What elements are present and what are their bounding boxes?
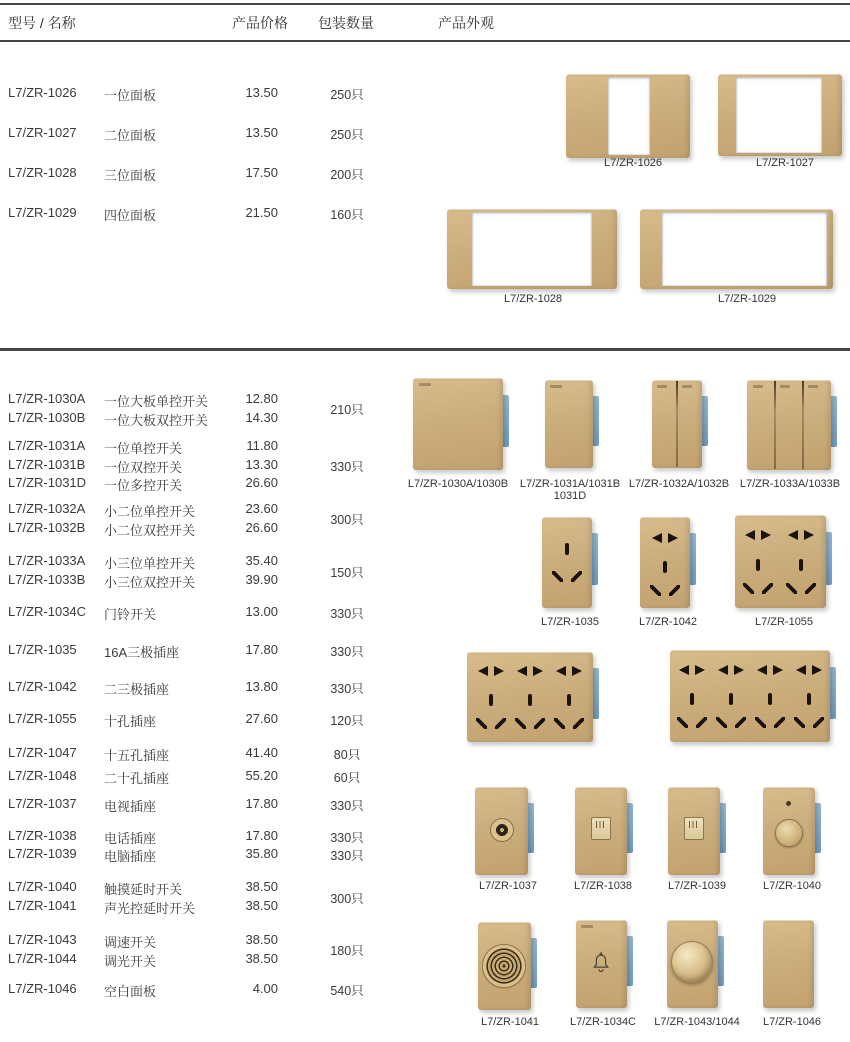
panel-face bbox=[735, 515, 826, 608]
image-caption: L7/ZR-1031A/1031B bbox=[519, 478, 621, 490]
product-name: 一位单控开关 bbox=[104, 441, 183, 456]
product-price: 12.80 bbox=[245, 391, 278, 406]
touch-button bbox=[775, 819, 803, 847]
product-model: L7/ZR-1031D bbox=[8, 475, 87, 490]
product-image-1039 bbox=[668, 787, 720, 875]
product-name: 16A三极插座 bbox=[104, 645, 180, 660]
product-name: 十五孔插座 bbox=[104, 748, 170, 763]
product-qty: 250只 bbox=[330, 128, 364, 142]
image-caption: L7/ZR-1033A/1033B bbox=[739, 478, 841, 490]
socket-3pin bbox=[755, 693, 785, 733]
product-image-1028 bbox=[447, 209, 617, 289]
brand-mark bbox=[753, 385, 763, 388]
panel-face bbox=[718, 74, 842, 156]
image-caption: L7/ZR-1040 bbox=[762, 880, 822, 892]
socket-2pin bbox=[679, 665, 705, 675]
socket-3pin bbox=[677, 693, 707, 733]
product-model: L7/ZR-1039 bbox=[8, 846, 77, 861]
product-price: 13.50 bbox=[245, 85, 278, 100]
product-model: L7/ZR-1042 bbox=[8, 679, 77, 694]
product-name: 门铃开关 bbox=[104, 607, 157, 622]
rocker-seam bbox=[802, 381, 804, 469]
product-qty: 200只 bbox=[330, 168, 364, 182]
panel-face bbox=[667, 920, 718, 1008]
image-caption: L7/ZR-1030A/1030B bbox=[407, 478, 509, 490]
package-qty: 150只 bbox=[330, 566, 364, 580]
product-qty: 160只 bbox=[330, 208, 364, 222]
product-image-1055 bbox=[735, 515, 826, 608]
panel-window bbox=[472, 212, 592, 286]
product-model: L7/ZR-1047 bbox=[8, 745, 77, 760]
package-qty: 330只 bbox=[330, 607, 364, 621]
col-header-qty: 包装数量 bbox=[318, 15, 374, 31]
indicator-led bbox=[786, 801, 791, 806]
product-name: 电视插座 bbox=[104, 799, 157, 814]
dimmer-knob bbox=[671, 941, 713, 983]
rj-jack bbox=[591, 817, 611, 840]
package-qty: 120只 bbox=[330, 714, 364, 728]
image-caption: L7/ZR-1038 bbox=[573, 880, 633, 892]
image-caption: L7/ZR-1032A/1032B bbox=[628, 478, 730, 490]
package-qty: 330只 bbox=[330, 645, 364, 659]
product-model: L7/ZR-1040 bbox=[8, 879, 77, 894]
product-row bbox=[0, 438, 410, 455]
package-qty: 180只 bbox=[330, 944, 364, 958]
product-name: 电脑插座 bbox=[104, 849, 157, 864]
product-name: 一位大板单控开关 bbox=[104, 394, 209, 409]
product-name: 声光控延时开关 bbox=[104, 901, 196, 916]
socket-3pin bbox=[716, 693, 746, 733]
product-name: 小三位单控开关 bbox=[104, 556, 196, 571]
product-image-1043 bbox=[667, 920, 718, 1008]
image-caption: L7/ZR-1055 bbox=[754, 616, 814, 628]
panel-face bbox=[652, 380, 702, 468]
panel-face bbox=[670, 650, 830, 742]
image-caption: L7/ZR-1035 bbox=[540, 616, 600, 628]
product-model: L7/ZR-1055 bbox=[8, 711, 77, 726]
image-caption: L7/ZR-1034C bbox=[569, 1016, 637, 1028]
product-name: 二三极插座 bbox=[104, 682, 170, 697]
product-image-1035 bbox=[542, 517, 592, 608]
product-model: L7/ZR-1031B bbox=[8, 457, 86, 472]
product-price: 26.60 bbox=[245, 475, 278, 490]
package-qty: 300只 bbox=[330, 892, 364, 906]
socket-2pin bbox=[745, 530, 771, 540]
brand-mark bbox=[657, 385, 667, 388]
product-name: 二十孔插座 bbox=[104, 771, 170, 786]
panel-window bbox=[662, 212, 827, 286]
product-price: 55.20 bbox=[245, 768, 278, 783]
product-image-1048 bbox=[670, 650, 830, 742]
panel-face bbox=[478, 922, 531, 1010]
socket-2pin bbox=[556, 666, 582, 676]
product-model: L7/ZR-1044 bbox=[8, 951, 77, 966]
panel-face bbox=[747, 380, 831, 470]
brand-mark bbox=[682, 385, 692, 388]
package-qty: 60只 bbox=[333, 771, 361, 785]
image-caption: L7/ZR-1028 bbox=[503, 293, 563, 305]
product-price: 17.80 bbox=[245, 796, 278, 811]
product-name: 三位面板 bbox=[104, 168, 157, 183]
product-name: 小二位双控开关 bbox=[104, 523, 196, 538]
col-header-price: 产品价格 bbox=[232, 15, 288, 31]
panel-face bbox=[668, 787, 720, 875]
product-image-1041 bbox=[478, 922, 531, 1010]
product-price: 13.80 bbox=[245, 679, 278, 694]
product-name: 一位面板 bbox=[104, 88, 157, 103]
product-price: 27.60 bbox=[245, 711, 278, 726]
socket-3pin bbox=[743, 559, 773, 599]
socket-2pin bbox=[478, 666, 504, 676]
product-name: 触摸延时开关 bbox=[104, 882, 183, 897]
panel-face bbox=[542, 517, 592, 608]
product-name: 二位面板 bbox=[104, 128, 157, 143]
product-model: L7/ZR-1043 bbox=[8, 932, 77, 947]
product-model: L7/ZR-1033A bbox=[8, 553, 86, 568]
product-name: 一位双控开关 bbox=[104, 460, 183, 475]
product-image-1033 bbox=[747, 380, 831, 470]
product-name: 调光开关 bbox=[104, 954, 157, 969]
section-divider bbox=[0, 348, 850, 351]
brand-mark bbox=[780, 385, 790, 388]
product-model: L7/ZR-1038 bbox=[8, 828, 77, 843]
panel-face bbox=[545, 380, 593, 468]
product-name: 一位大板双控开关 bbox=[104, 413, 209, 428]
image-caption: L7/ZR-1027 bbox=[755, 157, 815, 169]
socket-2pin bbox=[517, 666, 543, 676]
product-name: 调速开关 bbox=[104, 935, 157, 950]
image-caption: L7/ZR-1026 bbox=[603, 157, 663, 169]
panel-face bbox=[640, 517, 690, 608]
product-image-1026 bbox=[566, 74, 690, 158]
panel-face bbox=[566, 74, 690, 158]
product-image-1046 bbox=[763, 920, 814, 1008]
product-row bbox=[0, 205, 410, 222]
product-model: L7/ZR-1028 bbox=[8, 165, 77, 180]
brand-mark bbox=[419, 383, 431, 386]
product-model: L7/ZR-1031A bbox=[8, 438, 86, 453]
package-qty: 330只 bbox=[330, 682, 364, 696]
socket-2pin bbox=[788, 530, 814, 540]
product-model: L7/ZR-1048 bbox=[8, 768, 77, 783]
panel-window bbox=[608, 77, 650, 155]
product-row bbox=[0, 475, 410, 492]
header-rule bbox=[0, 40, 850, 42]
product-image-1047 bbox=[467, 652, 593, 742]
product-price: 38.50 bbox=[245, 898, 278, 913]
product-model: L7/ZR-1030A bbox=[8, 391, 86, 406]
product-model: L7/ZR-1029 bbox=[8, 205, 77, 220]
product-price: 17.80 bbox=[245, 828, 278, 843]
product-name: 一位多控开关 bbox=[104, 478, 183, 493]
panel-face bbox=[413, 378, 503, 470]
product-price: 39.90 bbox=[245, 572, 278, 587]
brand-mark bbox=[581, 925, 593, 928]
product-price: 4.00 bbox=[252, 981, 278, 996]
product-image-1042 bbox=[640, 517, 690, 608]
panel-face bbox=[640, 209, 833, 289]
socket-3pin bbox=[786, 559, 816, 599]
product-price: 23.60 bbox=[245, 501, 278, 516]
image-caption: 1031D bbox=[553, 490, 587, 502]
product-name: 十孔插座 bbox=[104, 714, 157, 729]
product-model: L7/ZR-1032B bbox=[8, 520, 86, 535]
product-model: L7/ZR-1041 bbox=[8, 898, 77, 913]
product-price: 14.30 bbox=[245, 410, 278, 425]
product-model: L7/ZR-1027 bbox=[8, 125, 77, 140]
socket-2pin bbox=[718, 665, 744, 675]
image-caption: L7/ZR-1046 bbox=[762, 1016, 822, 1028]
socket-3pin bbox=[794, 693, 824, 733]
package-qty: 330只 bbox=[330, 460, 364, 474]
rocker-seam bbox=[676, 381, 678, 467]
image-caption: L7/ZR-1037 bbox=[478, 880, 538, 892]
socket-2pin bbox=[796, 665, 822, 675]
socket-3pin bbox=[650, 561, 680, 601]
product-model: L7/ZR-1046 bbox=[8, 981, 77, 996]
product-price: 35.40 bbox=[245, 553, 278, 568]
product-price: 35.80 bbox=[245, 846, 278, 861]
col-header-look: 产品外观 bbox=[438, 15, 494, 31]
product-image-1027 bbox=[718, 74, 842, 156]
socket-3pin bbox=[552, 543, 582, 587]
product-model: L7/ZR-1030B bbox=[8, 410, 86, 425]
product-image-1034C bbox=[576, 920, 627, 1008]
brand-mark bbox=[550, 385, 562, 388]
product-price: 13.50 bbox=[245, 125, 278, 140]
product-name: 四位面板 bbox=[104, 208, 157, 223]
product-image-1029 bbox=[640, 209, 833, 289]
product-price: 38.50 bbox=[245, 879, 278, 894]
image-caption: L7/ZR-1043/1044 bbox=[654, 1016, 740, 1028]
product-image-1032 bbox=[652, 380, 702, 468]
top-rule bbox=[0, 3, 850, 5]
product-image-1040 bbox=[763, 787, 815, 875]
socket-2pin bbox=[757, 665, 783, 675]
product-qty: 250只 bbox=[330, 88, 364, 102]
product-price: 41.40 bbox=[245, 745, 278, 760]
image-caption: L7/ZR-1029 bbox=[717, 293, 777, 305]
socket-2pin bbox=[652, 533, 678, 543]
product-model: L7/ZR-1035 bbox=[8, 642, 77, 657]
panel-window bbox=[736, 77, 822, 153]
image-caption: L7/ZR-1041 bbox=[480, 1016, 540, 1028]
product-price: 21.50 bbox=[245, 205, 278, 220]
product-row bbox=[0, 125, 410, 142]
product-image-1037 bbox=[475, 787, 528, 875]
product-price: 38.50 bbox=[245, 932, 278, 947]
rj-jack bbox=[684, 817, 704, 840]
package-qty: 330只 bbox=[330, 799, 364, 813]
rocker-seam bbox=[774, 381, 776, 469]
panel-face bbox=[447, 209, 617, 289]
col-header-model: 型号 / 名称 bbox=[8, 15, 76, 31]
panel-face bbox=[763, 920, 814, 1008]
package-qty: 330只 bbox=[330, 849, 364, 863]
product-price: 17.50 bbox=[245, 165, 278, 180]
socket-3pin bbox=[554, 694, 584, 734]
panel-face bbox=[763, 787, 815, 875]
panel-face bbox=[576, 920, 627, 1008]
package-qty: 300只 bbox=[330, 513, 364, 527]
bell-icon bbox=[590, 951, 612, 975]
product-model: L7/ZR-1032A bbox=[8, 501, 86, 516]
image-caption: L7/ZR-1039 bbox=[667, 880, 727, 892]
product-name: 电话插座 bbox=[104, 831, 157, 846]
sound-grill bbox=[483, 945, 525, 987]
package-qty: 330只 bbox=[330, 831, 364, 845]
product-price: 13.00 bbox=[245, 604, 278, 619]
product-image-1030 bbox=[413, 378, 503, 470]
product-image-1031 bbox=[545, 380, 593, 468]
package-qty: 210只 bbox=[330, 403, 364, 417]
product-model: L7/ZR-1037 bbox=[8, 796, 77, 811]
product-row bbox=[0, 85, 410, 102]
product-name: 小三位双控开关 bbox=[104, 575, 196, 590]
product-image-1038 bbox=[575, 787, 627, 875]
product-model: L7/ZR-1034C bbox=[8, 604, 87, 619]
product-model: L7/ZR-1033B bbox=[8, 572, 86, 587]
socket-3pin bbox=[476, 694, 506, 734]
product-price: 38.50 bbox=[245, 951, 278, 966]
coax-connector bbox=[490, 818, 514, 842]
product-price: 11.80 bbox=[246, 438, 278, 453]
product-name: 小二位单控开关 bbox=[104, 504, 196, 519]
socket-3pin bbox=[515, 694, 545, 734]
brand-mark bbox=[808, 385, 818, 388]
product-model: L7/ZR-1026 bbox=[8, 85, 77, 100]
image-caption: L7/ZR-1042 bbox=[638, 616, 698, 628]
product-price: 17.80 bbox=[245, 642, 278, 657]
product-price: 13.30 bbox=[245, 457, 278, 472]
product-row bbox=[0, 165, 410, 182]
product-name: 空白面板 bbox=[104, 984, 157, 999]
package-qty: 80只 bbox=[333, 748, 361, 762]
package-qty: 540只 bbox=[330, 984, 364, 998]
panel-face bbox=[467, 652, 593, 742]
panel-face bbox=[475, 787, 528, 875]
panel-face bbox=[575, 787, 627, 875]
product-price: 26.60 bbox=[245, 520, 278, 535]
